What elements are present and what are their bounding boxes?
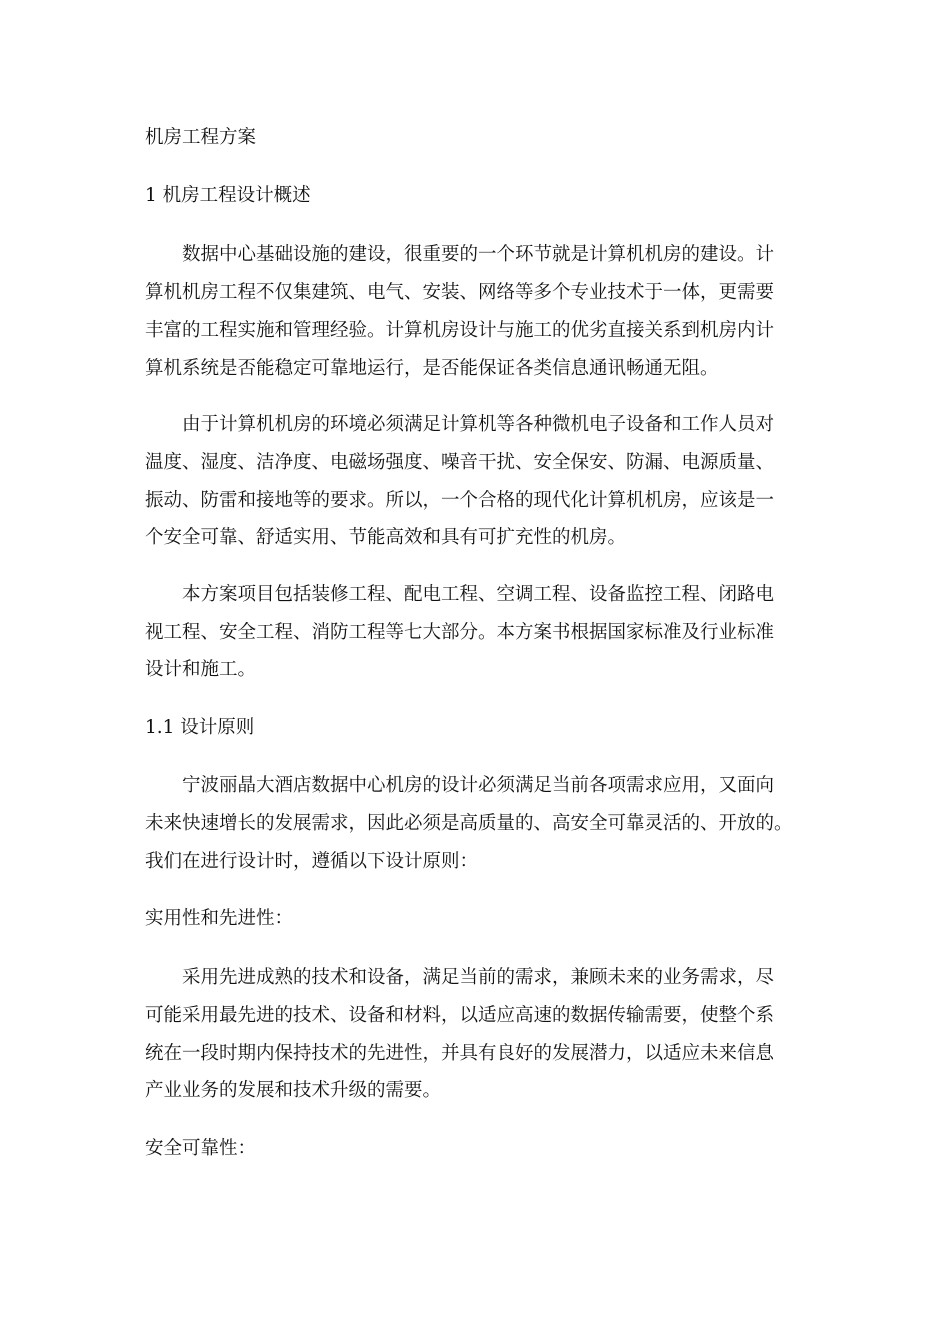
- paragraph-line: 未来快速增长的发展需求，因此必须是高质量的、高安全可靠灵活的、开放的。: [145, 813, 793, 834]
- document-title: 机房工程方案: [145, 127, 257, 148]
- paragraph-line: 统在一段时期内保持技术的先进性，并具有良好的发展潜力，以适应未来信息: [145, 1043, 775, 1064]
- paragraph-line: 温度、湿度、洁净度、电磁场强度、噪音干扰、安全保安、防漏、电源质量、: [145, 452, 775, 473]
- paragraph-line: 设计和施工。: [145, 659, 257, 680]
- section-heading: 1 机房工程设计概述: [145, 185, 311, 206]
- paragraph-line: 采用先进成熟的技术和设备，满足当前的需求，兼顾未来的业务需求，尽: [182, 967, 775, 988]
- subheading: 安全可靠性：: [145, 1138, 257, 1159]
- section-heading: 1.1 设计原则: [145, 717, 255, 738]
- paragraph-line: 算机机房工程不仅集建筑、电气、安装、网络等多个专业技术于一体，更需要: [145, 282, 775, 303]
- paragraph-line: 振动、防雷和接地等的要求。所以，一个合格的现代化计算机机房，应该是一: [145, 490, 775, 511]
- paragraph-line: 由于计算机机房的环境必须满足计算机等各种微机电子设备和工作人员对: [182, 414, 775, 435]
- paragraph-line: 可能采用最先进的技术、设备和材料，以适应高速的数据传输需要，使整个系: [145, 1005, 775, 1026]
- subheading: 实用性和先进性：: [145, 908, 294, 929]
- paragraph-line: 本方案项目包括装修工程、配电工程、空调工程、设备监控工程、闭路电: [182, 584, 775, 605]
- paragraph-line: 数据中心基础设施的建设，很重要的一个环节就是计算机机房的建设。计: [182, 244, 775, 265]
- paragraph-line: 视工程、安全工程、消防工程等七大部分。本方案书根据国家标准及行业标准: [145, 622, 775, 643]
- paragraph-line: 宁波丽晶大酒店数据中心机房的设计必须满足当前各项需求应用，又面向: [182, 775, 775, 796]
- paragraph-line: 算机系统是否能稳定可靠地运行，是否能保证各类信息通讯畅通无阻。: [145, 358, 719, 379]
- paragraph-line: 产业业务的发展和技术升级的需要。: [145, 1080, 442, 1101]
- paragraph-line: 我们在进行设计时，遵循以下设计原则：: [145, 851, 479, 872]
- paragraph-line: 个安全可靠、舒适实用、节能高效和具有可扩充性的机房。: [145, 527, 627, 548]
- paragraph-line: 丰富的工程实施和管理经验。计算机房设计与施工的优劣直接关系到机房内计: [145, 320, 775, 341]
